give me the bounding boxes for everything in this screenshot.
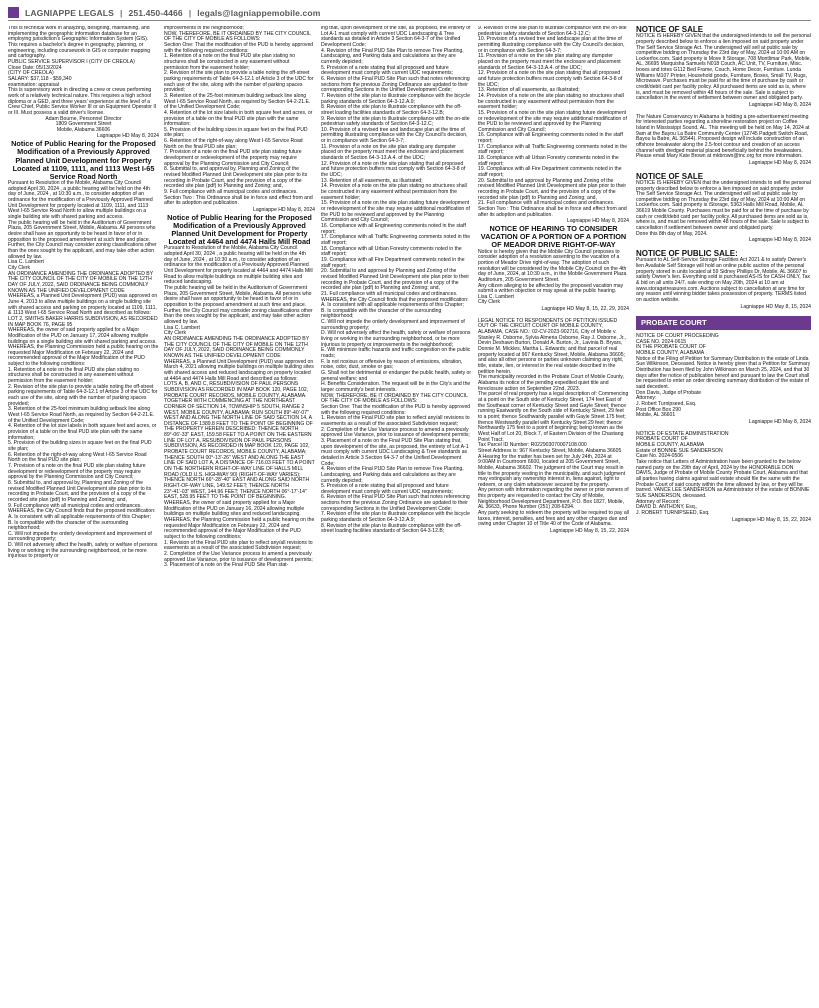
- notice-body: NOTICE IS HEREBY GIVEN that the undersigned intends to sell the personal property described below to enforce a lien imposed on said property under The Self Service Storage Act. The undersigned will sell at public sale by competitive bidding on Thursday the 23rd day of May, 2024 at 10:00 AM on Lockerfox.com. Said property is iStorage, 5363 Halls Mill Road, Mobile, AL 36619 Mobile County. Purchases must be paid for at the time of purchase by cash or credit/debit card per facility policy. All purchased items are sold as is, where is, and must be removed within 48 hours of the sale. Sale is subject to cancellation if settlement between owner and obligated party. Done this 8th day of May, 2024.: [636, 179, 811, 237]
- publication-signature: Lagniappe HD May 8, 2024: [252, 207, 315, 213]
- notice-body: The Nature Conservancy in Alabama is holding a pre-advertisement meeting for interested parties regarding a shoreline restoration project on Coffee Island in Mississippi Sound, AL. This meeting will be held on May 14, 2024 at 9am at the Bayou La Batre Community Center (12745 Padgett Switch Road, Bayou la Batre, AL 36544). Proposed design will include construction of an offshore breakwater along the 2.5-foot contour and creation of an access channel with dredged material placed beneficially behind the breakwaters. Please email Mary Kate Brown at mkbrown@tnc.org for more information.: [636, 113, 810, 160]
- notice-heading: NOTICE OF HEARING TO CONSIDER VACATION OF A PORTION OF A PORTION OF MEADOR DRIVE RIGHT-OF-WAY: [480, 223, 627, 250]
- notice-body: NOTICE IS HEREBY GIVEN that the undersigned intends to sell the personal property described below to enforce a lien imposed on said property under The Self Service Storage Act. The undersigned will sell at public sale by competitive bidding on Thursday the 23rd day of May, 2024 at 10:00 AM on Lockerfox.com. Said property is Move It Storage, 708 Montlimar Park, Mobile, AL, 36695 Marquisha Samuels N018 Couch, AC Unit, TV, Furniture, Misc. boxes and totes G112 Bed Frame, Couch, Home Decor, Furniture. Lunda Williams M107 Printer, Household goods, Furniture, Boxes, Small TV, Rugs, Microwave. Purchases must be paid for at the time of purchase by cash or credit/debit card per facility policy. All purchased items are sold as is, where is, and must be removed within 48 hours of the sale. Sale is subject to cancellation in the event of settlement between owner and obligated party.: [636, 33, 811, 102]
- notice-body: Pursuant to Resolution of the Mobile, Alabama City Council adopted April 30, 2024 , a public hearing will be held on the 4th day of June, 2024 , at 10:30 a.m., to consider adoption of an ordinance for the modification of a Previously Approved Planned Unit Development for property located at 4464 and 4474 Halls Mill Road to allow multiple buildings on multiple building sites and reduced landscaping. The public hearing will be held in the Auditorium of Government Plaza, 205 Government Street, Mobile, Alabama. All persons who desire shall have an opportunity to be heard in favor of or in opposition to the proposed amendment at such time and place. Further, the City Council may consider zoning classifications other than the ones sought by the applicant, and may take other action allowed by law. Lisa C. Lambert City Clerk AN ORDINANCE AMENDING THE ORDINANCE ADOPTED BY THE CITY COUNCIL OF THE CITY OF MOBILE ON THE 12TH DAY OF JULY, 2022, SAID ORDINANCE BEING COMMONLY KNOWN AS THE UNIFIED DEVELOPMENT CODE WHEREAS, a Planned Unit Development (PUD) was approved on March 4, 2021 allowing multiple buildings on multiple building sites with shared access and reduced landscaping on property located at 4464 and 4474 Halls Mill Road and described as follows: LOTS A, B, AND C, RESUBDIVISION OF PAUL PERSONS SUBDIVISION AS RECORDED IN MAP BOOK 120, PAGE 102, PROBATE COURT RECORDS, MOBILE COUNTY, ALABAMA. TOGETHER WITH COMMENCING AT THE NORTHEAST CORNER OF SECTION 14, TOWNSHIP 5 SOUTH, RANGE 2 WEST, MOBILE COUNTY, ALABAMA; RUN SOUTH 89°-40'-07" WEST AND ALONG THE NORTH LINE OF SAID SECTION 14, A DISTANCE OF 1389.8 FEET TO THE POINT OF BEGINNING OF THE PROPERTY HEREIN DESCRIBED: THENCE NORTH 89°-06'-33" EAST, 159.58 FEET TO A POINT ON THE EASTERN LINE OF LOT A, RESUBDIVISION OF PAUL PERSONS SUBDIVISION, AS RECORDED IN MAP BOOK 120, PAGE 102, PROBATE COURT RECORDS, MOBILE COUNTY, ALABAMA; THENCE SOUTH 00°-13'-26" WEST AND ALONG THE EAST LINE OF SAID LOT A, A DISTANCE OF 716.03 FEET TO A POINT ON THE NORTHERN RIGHT-OF-WAY LINE OF HALLS MILL ROAD (OLD U.S. HIGHWAY 90) (RIGHT-OF-WAY VARIES); THENCE NORTH 66°-28'-40" EAST AND ALONG SAID NORTH RIGHT-OF-WAY LINE, 149.52 FEET; THENCE NORTH 23°-41'-03" WEST, 144.96 FEET; THENCE NORTH 06°-17'-14" EAST, 528.95 FEET TO THE POINT OF BEGINNING. WHEREAS, the owner of said property applied for a Major Modification of the PUD on January 16, 2024 allowing multiple buildings on multiple building sites and reduced landscaping. WHEREAS, the Planning Commission held a public hearing on the requested Major Modification on February 22, 2024 and recommended approval of the Major Modification of the PUD subject to the following conditions: 1. Revision of the Final PUD site plan to reflect any/all revisions to easements as a result of the associated Subdivision request; 2. Completion of the Use Variance process to amend a previously approved Use Variance, prior to issuance of development permits; 3. Placement of a note on the Final PUD Site Plan stat-: [164, 245, 315, 569]
- section-marker-icon: [8, 7, 19, 18]
- notice-body: Pursuant to AL Self-Service Storage Facilities Act 2021 & to satisfy Owner's lien Available Self Storage will hold an online public auction of the personal property stored in units located at 59 Sidney Phillips Dr, Mobile, AL 36607 to satisfy Owner's lien. Everything sold is purchased AS-IS for CASH ONLY, Tax & bid on all units 24/7, sale ending on May 20th, 2024 at 10 am at www.storagetreasures.com. Auctions subject to cancellation at any time for any reason until winning bidder takes possession of property. TERMS listed on auction website.: [636, 257, 810, 303]
- notice-heading: NOTICE OF SALE: [636, 26, 704, 34]
- publication-signature: Lagniappe HD May 8, 2024: [748, 237, 811, 244]
- notice-heading: NOTICE OF PUBLIC SALE:: [636, 249, 738, 259]
- notice-body: 9. Revision of the site plan to illustrate compliance with the on-site pedestrian safety standards of Section 64-3-12.C; 10. Provision of a revised tree and landscape plan at the time of permitting illustrating compliance with the City Council's decision, or in compliance with Section 64-3-7; 11. Provision of a note on the site plan stating any dumpster placed on the property must meet the enclosure and placement standards of Section 64-3-13.A.4. of the UDC; 12. Provision of a note on the site plan stating that all proposed and future protection buffers must comply with Section 64-3-8 of the UDC; 13. Retention of all easements, as illustrated; 14. Provision of a note on the site plan stating no structures shall be constructed in any easement without permission from the easement holder; 15. Provision of a note on the site plan stating future development or redevelopment of the site may require additional modification of the PUD to be reviewed and approved by the Planning Commission and City Council; 16. Compliance with all Engineering comments noted in the staff report; 17. Compliance with all Traffic Engineering comments noted in the staff report; 18. Compliance with all Urban Forestry comments noted in the staff report; 19. Compliance with all Fire Department comments noted in the staff report; 20. Submittal to and approval by Planning and Zoning of the revised Modified Planned Unit Development site plan prior to their recording in Probate Court, and the provision of a copy of the recorded site plan (pdf) to Planning and Zoning; and, 21. Full compliance with all municipal codes and ordinances. Section Two : This Ordinance shall be in force and effect from and after its adoption and publication.: [478, 26, 628, 218]
- notice-body: NOTICE OF COURT PROCEEDING CASE NO. 2024-0615 IN THE PROBATE COURT OF MOBILE COUNTY, ALABAMA Notice of the Filing of Petition for Summary Distribution in the estate of Linda Sue Wilkinson, Deceased. Notice is hereby given that a Petition for Summary Distribution has been filed by John Wilkinson on March 25, 2024, and that 30 days after the notice of publication hereof and pursuant to law the Court shall be requested to enter an order directing summary distribution of the estate of said decedent. Don Davis, Judge of Probate Attorney: J. Robert Turnipseed, Esq. Post Office Box 290 Mobile, AL 36601: [636, 333, 811, 419]
- notice-body: NOTICE OF ESTATE ADMINISTRATION PROBATE COURT OF MOBILE COUNTY, ALABAMA Estate of BONNIE SUE SANDERSON Case No. 2024-0506 Take notice that Letters of Administration have been granted to the below named party on the 29th day of April, 2024 by the HONORABLE DON DAVIS, Judge of Probate of Mobile County Probate Court, Alabama and that all parties having claims against said estate should file the same with the Probate Court of said county within the time allowed by law, or they will be barred. VANCE LEE SANDERSON as Administrator of the estate of BONNIE SUE SANDERSON, deceased. Attorney of Record: DAVID D. ANTHONY, Esq., J. ROBERT TURNIPSEED, Esq.: [636, 430, 810, 516]
- column-2: [164, 26, 315, 1001]
- contact-email[interactable]: legals@lagniappemobile.com: [197, 7, 321, 18]
- publication-signature: Lagniappe HD May 8, 2024: [566, 218, 629, 225]
- job-posting-address: Adam Bourne, Personnel Director 1809 Government Street Mobile, Alabama 36606: [45, 115, 122, 133]
- column-3: [321, 26, 472, 1001]
- publication-signature: Lagniappe HD May 8, 15, 22, 2024: [549, 528, 629, 535]
- notice-body: ing that, upon development of the site, as proposed, the entirety of Lot A-1 must comply with current UDC Landscaping & Tree standards as detailed in Article 3 Section 64-3-7 of the Unified Development Code; 4. Revision of the Final PUD Site Plan to remove Tree Planting, Landscaping, and Parking data and calculations as they are currently depicted; 5. Provision of a note stating that all proposed and future development must comply with current UDC requirements; 6. Revision of the Final PUD Site Plan such that notes referencing sections from the previous Zoning Ordinance are updated to their corresponding Sections in the Unified Development Code; 7. Revision of the site plan to illustrate compliance with the bicycle parking standards of Section 64-3-12.A.9; 8. Revision of the site plan to illustrate compliance with the off-street loading facilities standards of Section 64-3-12.B; 9. Revision of the site plan to illustrate compliance with the on-site pedestrian safety standards of Section 64-3-12.C; 10. Provision of a revised tree and landscape plan at the time of permitting illustrating compliance with the City Council's decision, or in compliance with Section 64-3-7; 11. Provision of a note on the site plan stating any dumpster placed on the property must meet the enclosure and placement standards of Section 64-3-13.A.4. of the UDC; 12. Provision of a note on the site plan stating that all proposed and future protection buffers must comply with Section 64-3-8 of the UDC; 13. Retention of all easements, as illustrated; 14. Provision of a note on the site plan stating no structures shall be constructed in any easement without permission from the easement holder; 15. Provision of a note on the site plan stating future development or redevelopment of the site may require additional modification of the PUD to be reviewed and approved by the Planning Commission and City Council; 16. Compliance with all Engineering comments noted in the staff report; 17. Compliance with all Traffic Engineering comments noted in the staff report; 18. Compliance with all Urban Forestry comments noted in the staff report; 19. Compliance with all Fire Department comments noted in the staff report; 20. Submittal to and approval by Planning and Zoning of the revised Modified Planned Unit Development site plan prior to their recording in Probate Court, and the provision of a copy of the recorded site plan (pdf) to Planning and Zoning; and, 21. Full compliance with all municipal codes and ordinances. WHEREAS, the City Council finds that the proposed modification: A. Is consistent with all applicable requirements of this Chapter; B. Is compatible with the character of the surrounding neighborhood; C. Will not impede the orderly development and improvement of surrounding property; D. Will not adversely affect the health, safety or welfare of persons living or working in the surrounding neighborhood, or be more injurious to property or improvements in the neighborhood; E. Will minimize traffic hazards and traffic congestion on the public roads; F. Is not noxious or offensive by reason of emissions, vibration, noise, odor, dust, smoke or gas; G. Shall not be detrimental or endanger the public health, safety or general welfare; and H. Benefits Consideration. The request will be in the City's and the larger community's best interests. NOW, THEREFORE, BE IT ORDAINED BY THE CITY COUNCIL OF THE CITY OF MOBILE AS FOLLOWS: Section One: That the modification of the PUD is hereby approved with the following required conditions: 1. Revision of the Final PUD site plan to reflect any/all revisions to easements as a result of the associated Subdivision request; 2. Completion of the Use Variance process to amend a previously approved Use Variance, prior to issuance of development permits; 3. Placement of a note on the Final PUD Site Plan stating that, upon development of the site, as proposed, the entirety of Lot A-1 must comply with current UDC Landscaping & Tree standards as detailed in Article 3 Section 64-3-7 of the Unified Development Code; 4. Revision of the Final PUD Site Plan to remove Tree Planting, Landscaping, and Parking data and calculations as they are currently depicted; 5. Provision of a note stating that all proposed and future development must comply with current UDC requirements; 6. Revision of the Final PUD Site Plan such that notes referencing sections from the previous Zoning Ordinance are updated to their corresponding Sections in the Unified Development Code; 7. Revision of the site plan to illustrate compliance with the bicycle parking standards of Section 64-3-12.A.9; 8. Revision of the site plan to illustrate compliance with the off-street loading facilities standards of Section 64-3-12.B;: [321, 26, 472, 535]
- publication-signature: Lagniappe HD May 8, 2024: [748, 102, 811, 109]
- notice-heading: NOTICE OF SALE: [636, 171, 704, 181]
- masthead-separator: |: [188, 7, 192, 18]
- notice-body: Pursuant to Resolution of the Mobile, Alabama City Council adopted April 30, 2024 , a public hearing will be held on the 4th day of June, 2024 , at 10:30 a.m., to consider adoption of an ordinance for the modification of a Previously Approved Planned Unit Development for property located at 1109, 1111, and 1113 West I-65 Service Road North to allow multiple buildings on a single building site with shared parking and access. The public hearing will be held in the Auditorium of Government Plaza, 205 Government Street, Mobile, Alabama. All persons who desire shall have an opportunity to be heard in favor of or in opposition to the proposed amendment at such time and place. Further, the City Council may consider zoning classifications other than the ones sought by the applicant, and may take other action allowed by law. Lisa C. Lambert City Clerk AN ORDINANCE AMENDING THE ORDINANCE ADOPTED BY THE CITY COUNCIL OF THE CITY OF MOBILE ON THE 12TH DAY OF JULY, 2022, SAID ORDINANCE BEING COMMONLY KNOWN AS THE UNIFIED DEVELOPMENT CODE WHEREAS, a Planned Unit Development (PUD) was approved on June 4, 2013 to allow multiple buildings on a single building site with shared access and parking on property located at 1109, 1111, & 1113 West I-65 Service Road North and described as follows: LOT 2, SMITHS BAKER HARRIS SUBDIVISION, AS RECORDED IN MAP BOOK 76, PAGE 95 WHEREAS, the owner of said property applied for a Major Modification of the PUD on January 17, 2024 allowing multiple buildings on a single building site with shared parking and access. WHEREAS, the Planning Commission held a public hearing on the requested Major Modification on February 22, 2024 and recommended approval of the Major Modification of the PUD subject to the following conditions: 1. Retention of a note on the final PUD site plan stating no structures shall be constructed in any easement without permission from the easement holder; 2. Revision of the site plan to provide a table noting the off-street parking requirements of Table 64-3-12.1 of Article 3 of the UDC for each use of the site, along with the number of parking spaces provided; 3. Retention of the 25-foot minimum building setback line along West I-65 Service Road North, as required by Section 64-2-21.E. of the Unified Development Code; 4. Retention of the lot size labels in both square feet and acres, or provision of a table on the final PUD site plan with the same information; 5. Provision of the building sizes in square feet on the final PUD site plan; 6. Retention of the right-of-way along West I-65 Service Road North on the final PUD site plan; 7. Provision of a note on the final PUD site plan stating future development or redevelopment of the property may require approval by the Planning Commission and City Council; 8. Submittal to, and approval by, Planning and Zoning of the revised Modified Planned Unit Development site plan prior to its recording in Probate Court, and the provision of a copy of the recorded site plan (pdf) to Planning and Zoning; and, 9. Full compliance with all municipal codes and ordinances. WHEREAS, the City Council finds that the proposed modification: A. Is consistent with all applicable requirements of this Chapter; B. Is compatible with the character of the surrounding neighborhood; C. Will not impede the orderly development and improvement of surrounding property; D. Will not adversely affect the health, safety or welfare of persons living or working in the surrounding neighborhood, or be more injurious to property or: [8, 180, 159, 560]
- column-1: [8, 26, 159, 1001]
- masthead-separator: |: [119, 7, 123, 18]
- notice-heading: Notice of Public Hearing for the Proposed Modification of a Previously Approved Planned Unit Development for Property Located at 4464 and 4474 Halls Mill Road: [167, 212, 312, 247]
- publication-signature: Lagniappe HD May 8, 2024: [96, 133, 159, 140]
- job-posting-text: This is technical work in analyzing, designing, maintaining, and implementing the geographic information database for an employing jurisdiction's Geographic Information System (GIS). This requires a bachelor's degree in geography, planning, or engineering, including coursework in GIS or computer mapping and cartography. PUBLIC SERVICE SUPERVISOR I (CITY OF CREOLA) Close Date: 05/13/2024 (CITY OF CREOLA) SALARY: $37,118 - $59,340 examination: appraisal This is supervisory work in directing a crew or crews performing work of a relatively technical nature. This requires a high school diploma or a GED, and three years' experience at the level of a Crew Chief, Public Service Worker III or an Equipment Operator II or III. Must possess a valid driver's license.: [8, 26, 157, 116]
- masthead: [8, 6, 811, 19]
- column-4: [478, 26, 629, 1001]
- notice-heading: Notice of Public Hearing for the Proposed Modification of a Previously Approved Planned Unit Development for Property Located at 1109, 1111, and 1113 West I-65 Service Road North: [11, 139, 156, 181]
- notice-body: improvements in the neighborhood; NOW, THEREFORE, BE IT ORDAINED BY THE CITY COUNCIL OF THE CITY OF MOBILE AS FOLLOWS: Section One: That the modification of the PUD is hereby approved with the following required conditions: 1. Retention of a note on the final PUD site plan stating no structures shall be constructed in any easement without permission from the easement holder; 2. Revision of the site plan to provide a table noting the off-street parking requirements of Table 64-3-12.1 of Article 3 of the UDC for each use of the site, along with the number of parking spaces provided; 3. Retention of the 25-foot minimum building setback line along West I-65 Service Road North, as required by Section 64-2-21.E. of the Unified Development Code; 4. Retention of the lot size labels in both square feet and acres, or provision of a table on the final PUD site plan with the same information; 5. Provision of the building sizes in square feet on the final PUD site plan; 6. Retention of the right-of-way along West I-65 Service Road North on the final PUD site plan; 7. Provision of a note on the final PUD site plan stating future development or redevelopment of the property may require approval by the Planning Commission and City Council; 8. Submittal to, and approval by, Planning and Zoning of the revised Modified Planned Unit Development site plan prior to its recording in Probate Court, and the provision of a copy of the recorded site plan (pdf) to Planning and Zoning; and, 9. Full compliance with all municipal codes and ordinances. Section Two : This Ordinance shall be in force and effect from and after its adoption and publication.: [164, 26, 314, 207]
- notice-body: LEGAL NOTICE TO RESPONDENTS OF PETITION ISSUED OUT OF THE CIRCUIT COURT OF MOBILE COUNTY, ALABAMA, CASE NO.: 02-CV-2023-902716, City of Mobile v. Stanley R. Osborne, Sylvia Almeria Osborne, Ray J. Osborne, Jr., Devin Deshawn Burton, Donald A. Burton, Jr., Lavinia B. Bryars, Donnie M. Mickles, Martha L. Edwards; and that parcel of real property located at 967 Kentucky Street, Mobile, Alabama 36605; and also all other persons or parties unknown claiming any right, title, estate, lien, or interest in the real estate described in the petition herein. The municipality recorded in the Probate Court of Mobile County, Alabama its notice of the pending expedited quiet title and foreclosure action on September 22nd, 2023. The parcel of real property has a legal description of: Commencing at a point on the South side of Kentucky Street, 174 feet East of the Southeast corner of Kentucky Street and Gayle Street; thence running Eastwardly on the South side of Kentucky Street, 29 feet to a point; thence Southwardly parallel with Gayle Street 175 feet; thence Westwardly parallel with Kentucky Street 29 feet; thence Northwardly 175 feet to a point of beginning; being known as the West Half of Lot 20, Block 7, of Eastern Division of the Chastang Point Tract. Tax Parcel ID Number: R022903070007108.000 Street Address is: 967 Kentucky Street, Mobile, Alabama 36605 A Hearing for the matter has been set for July 24th, 2024 at 9:00AM in Courtroom 6600, located at 205 Government Street, Mobile, Alabama 36602. The judgment of the Court may result in title to the property vesting in the municipality, and such judgment may extinguish any ownership interest in, liens against, right to redeem, or any claim whatsoever secured by the property. Any person with information regarding the owner or prior owners of this property are requested to contact the City of Mobile, Neighborhood Development Department, P.O. Box 1827, Mobile, AL 36633, Phone Number (251) 208-6294. Any party seeking to redeem the property will be required to pay all taxes, interest, penalties, and fees and any other charges due and owing under Chapter 10 of Title 40 of the Code of Alabama.: [478, 317, 629, 528]
- column-5: [636, 26, 811, 1001]
- publication-signature: Lagniappe HD May 8, 15, 22, 29, 2024: [541, 306, 629, 313]
- publication-signature: Lagniappe HD May 8, 15, 2024: [740, 303, 811, 310]
- contact-phone: 251.450-4466: [128, 7, 183, 18]
- publication-signature: Lagniappe HD May 8, 15, 22, 2024: [731, 516, 811, 523]
- section-title: LAGNIAPPE LEGALS: [25, 7, 114, 18]
- masthead-rule: [8, 20, 811, 21]
- publication-signature: Lagniappe HD May 8, 2024: [748, 159, 811, 166]
- notice-body: Notice is hereby given that the Mobile City Council proposes to consider adoption of a resolution assenting to the vacation of a portion of Meador Drive right-of-way. The adoption of such resolution will be considered by the Mobile City Council on the 4th day of June, 2024, at 10:30 a.m., in the Mobile Government Plaza Auditorium, 205 Government Street. Any citizen alleging to be affected by the proposed vacation may submit a written objection or may speak at the public hearing. Lisa C. Lambert City Clerk: [478, 248, 627, 306]
- publication-signature: Lagniappe HD May 8, 2024: [748, 419, 811, 426]
- probate-court-banner: PROBATE COURT: [636, 316, 811, 330]
